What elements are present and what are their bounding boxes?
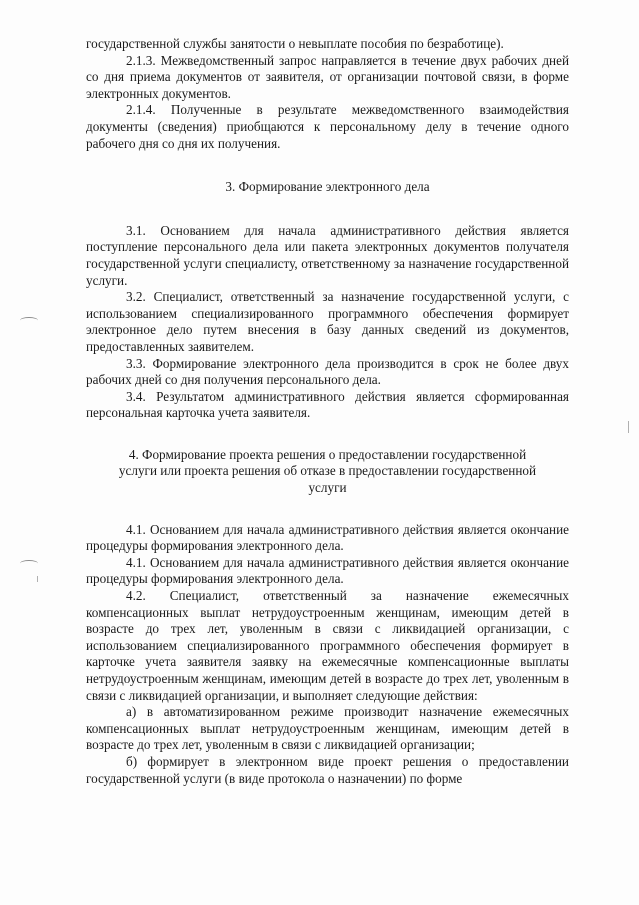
paragraph: 3.2. Специалист, ответственный за назначение государственной услуги, с использованием специализированного программного обеспечения формирует электронное дело путем внесения в базу данных сведений из документов, предоставленных заявителем.: [86, 289, 569, 354]
scan-tick-right: [628, 421, 629, 433]
paragraph: государственной службы занятости о невыплате пособия по безработице).: [86, 36, 504, 51]
paragraph: б) формирует в электронном виде проект решения о предоставлении государственной услуги (в виде протокола о назначении) по форме: [86, 753, 569, 786]
heading-line: 4. Формирование проекта решения о предоставлении государственной: [128, 446, 527, 462]
paragraph: 2.1.3. Межведомственный запрос направляется в течение двух рабочих дней со дня приема документов от заявителя, от организации почтовой связи, в форме электронных документов.: [86, 52, 569, 101]
paragraph: 2.1.4. Полученные в результате межведомственного взаимодействия документы (сведения) приобщаются к персональному делу в течение одного рабочего дня со дня их получения.: [86, 102, 569, 151]
paragraph: 3.3. Формирование электронного дела производится в срок не более двух рабочих дней со дня получения персонального дела.: [86, 355, 569, 388]
paragraph: 4.2. Специалист, ответственный за назначение ежемесячных компенсационных выплат нетрудоустроенным женщинам, имеющим детей в возрасте до трех лет, уволенным в связи с ликвидацией организации, с использованием специализированного программного обеспечения формирует в карточке учета заявителя заявку на ежемесячные компенсационные выплаты нетрудоустроенным женщинам, имеющим детей в возрасте до трех лет, уволенным в связи с ликвидацией организации, и выполняет следующие действия:: [86, 588, 569, 703]
section-heading-4: [86, 447, 569, 497]
document-body: [86, 36, 569, 787]
scan-mark-bottom: [20, 560, 38, 567]
scan-mark-top: [20, 317, 38, 324]
heading-line: услуги или проекта решения об отказе в предоставлении государственной: [118, 463, 537, 479]
heading-line: услуги: [308, 480, 347, 496]
paragraph: 4.1. Основанием для начала административного действия является окончание процедуры формирования электронного дела.: [86, 521, 569, 554]
scan-tick: [37, 576, 38, 582]
paragraph: 3.1. Основанием для начала административного действия является поступление персонального дела или пакета электронных документов получателя государственной услуги специалисту, ответственному за назначение государственной услуги.: [86, 222, 569, 288]
paragraph: 4.1. Основанием для начала административного действия является окончание процедуры формирования электронного дела.: [86, 554, 569, 587]
paragraph: 3.4. Результатом административного действия является сформированная персональная карточка учета заявителя.: [86, 388, 569, 421]
section-heading-3: 3. Формирование электронного дела: [225, 179, 430, 195]
paragraph: а) в автоматизированном режиме производит назначение ежемесячных компенсационных выплат нетрудоустроенным женщинам, имеющим детей в возрасте до трех лет, уволенным в связи с ликвидацией организации;: [86, 704, 569, 753]
